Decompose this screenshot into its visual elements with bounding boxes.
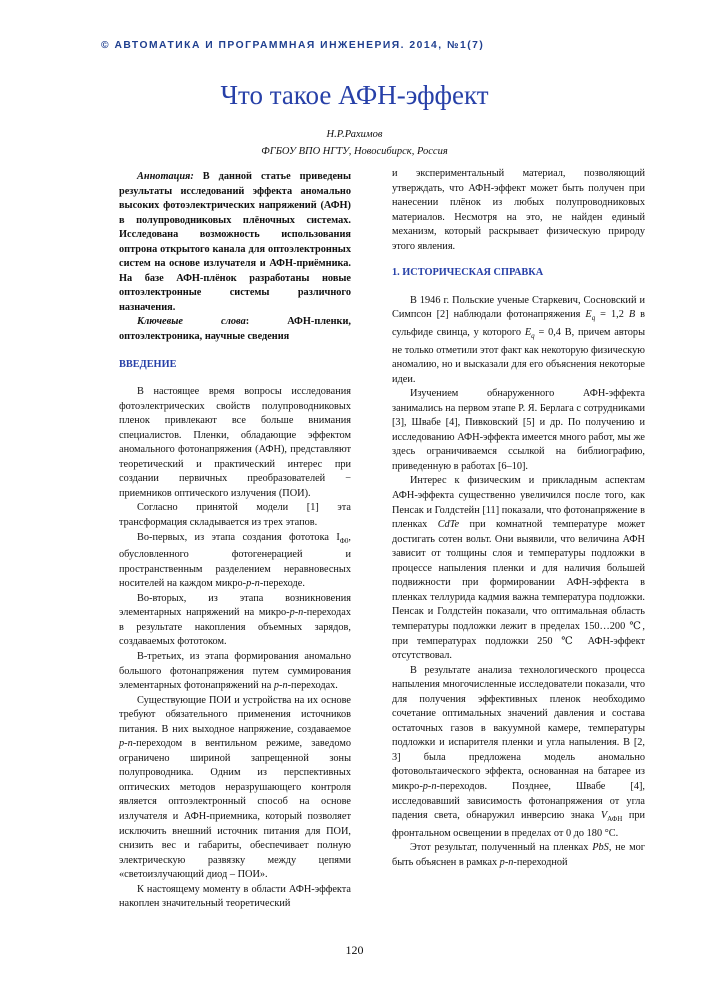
paragraph: В результате анализа технологического процесса напыления многочисленные исследователи показали, что для получения эффективных пленок необходимо сочетание оптимальных значений давления и состава остаточных газов в вакуумной камере, температуры подложки и испарителя пленки и угла напыления. В [2, 3] была предложена модель аномально фотовольтаического эффекта, основанная на батарее из микро-p-n-переходов. Позднее, Швабе [4], исследовавший зависимость фотонапряжения от угла падения света, обнаружил инверсию знака $V_{АФН}$ при фронтальном освещении в пределах от 0 до 180 °C. bbox=[392, 664, 645, 839]
paragraph: Во-первых, из этапа создания фототока $I_{\Phi 0}$, обусловленного фотогенерацией и пространственным разделением неравновесных носителей на каждом микро-p-n-переходе. bbox=[119, 531, 351, 590]
paragraph: В настоящее время вопросы исследования фотоэлектрических свойств полупроводниковых пленок привлекают все больше внимания специалистов. Пленки, обладающие эффектом аномального фотонапряжения (АФН), представляют теоретический и практический интерес при создании первичных преобразователей − приемников оптического излучения (ПОИ). bbox=[119, 386, 351, 499]
keywords-label: Ключевые слова bbox=[137, 316, 246, 328]
paragraph: Существующие ПОИ и устройства на их основе требуют обязательного применения источников питания. В них выходное напряжение, создаваемое p-n-переходом в вентильном режиме, заведомо ограничено шириной запрещенной зоны полупроводника. Одним из перспективных оптических методов неразрушающего контроля является оптоэлектронный способ на основе излучателя и АФН-приемника, который позволяет исключить внешний источник питания для ПОИ, снизить вес и габариты, обеспечивает полную электрическую развязку между цепями «светоизлучающий диод – ПОИ». bbox=[119, 694, 351, 881]
section-heading-introduction: ВВЕДЕНИЕ bbox=[119, 358, 177, 370]
journal-header: © АВТОМАТИКА И ПРОГРАММНАЯ ИНЖЕНЕРИЯ. 2014, №1(7) bbox=[101, 40, 485, 51]
page-number: 120 bbox=[345, 943, 364, 957]
abstract-label: Аннотация: bbox=[137, 171, 194, 182]
section-heading-history: 1. ИСТОРИЧЕСКАЯ СПРАВКА bbox=[392, 267, 544, 279]
paragraph: К настоящему моменту в области АФН-эффекта накоплен значительный теоретический bbox=[119, 883, 351, 910]
right-column bbox=[392, 167, 645, 870]
paragraph: Изучением обнаруженного АФН-эффекта занимались на первом этапе Р. Я. Берлага с сотрудниками [3], Швабе [4], Пивковский [5] и др. По получению и исследованию АФН-эффекта имеется много работ, мы же здесь ограничиваемся ссылкой на библиографию, приведенную в работах [6–10]. bbox=[392, 388, 645, 472]
paragraph: Интерес к физическим и прикладным аспектам АФН-эффекта существенно увеличился после того, как Пенсак и Голдстейн [11] показали, что фотонапряжение в пленках CdTe при комнатной температуре может достигать сотен вольт. Они выявили, что величина АФН зависит от толщины слоя и температуры подложки в процессе напыления пленки и для наличия большей подвижности при формировании АФН-эффекта в пленках теллурида кадмия важна температура подложки. Пенсак и Голдстейн показали, что оптимальная область температуры подложки лежит в пределах 150…200 ℃, при температурах подложки 250 ℃ АФН-эффект отсутствовал. bbox=[392, 475, 645, 662]
paragraph: Согласно принятой модели [1] эта трансформация складывается из трех этапов. bbox=[119, 502, 351, 529]
keywords-text: : АФН-пленки, оптоэлектроника, научные сведения bbox=[119, 316, 351, 343]
article-author: Н.Р.Рахимов bbox=[326, 129, 383, 140]
paragraph: Этот результат, полученный на пленках PbS, не мог быть объяснен в рамках p-n-переходной bbox=[392, 842, 645, 868]
left-column bbox=[119, 170, 351, 912]
abstract-text: В данной статье приведены результаты исследований эффекта аномально высоких фотоэлектрических напряжений (АФН) в полупроводниковых плёночных системах. Исследована возможность использования оптрона открытого канала для оптоэлектронных систем на основе излучателя и АФН-приёмника. На базе АФН-плёнок разработаны новые оптоэлектронные системы различного назначения. bbox=[119, 171, 351, 313]
paragraph: Во-вторых, из этапа возникновения элементарных напряжений на микро-p-n-переходах в результате накопления объемных зарядов, создаваемых фототоком. bbox=[119, 592, 351, 648]
keywords bbox=[119, 315, 351, 344]
abstract bbox=[119, 170, 351, 315]
article-affiliation: ФГБОУ ВПО НГТУ, Новосибирск, Россия bbox=[261, 146, 448, 157]
paragraph: В-третьих, из этапа формирования аномально большого фотонапряжения путем суммирования элементарных фотонапряжений на p-n-переходах. bbox=[119, 651, 351, 692]
paragraph: и экспериментальный материал, позволяющий утверждать, что АФН-эффект может быть получен при нанесении плёнок из любых полупроводниковых материалов. Несмотря на это, не найден единый механизм, который раскрывает физическую природу этого явления. bbox=[392, 168, 645, 252]
article-title: Что такое АФН-эффект bbox=[220, 80, 489, 110]
paragraph: В 1946 г. Польские ученые Старкевич, Сосновский и Симпсон [2] наблюдали фотонапряжения $E_q = 1,2$ В в сульфиде свинца, у которого $E_q = 0,4$ В, причем авторы не только отметили этот факт как некоторую физическую аномалию, но и высказали для его объяснения некоторые идеи. bbox=[392, 294, 646, 385]
